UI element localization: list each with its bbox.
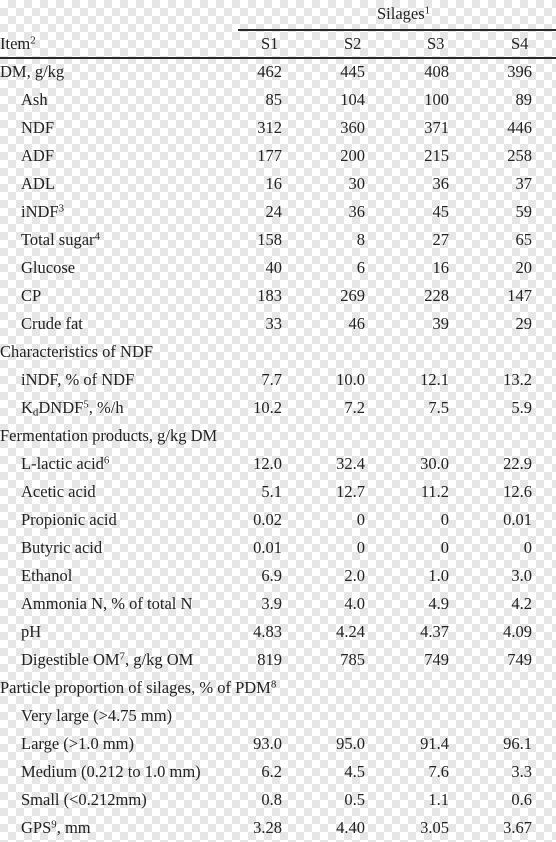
item-footnote: 2 [30, 34, 36, 47]
row-label [21, 790, 147, 810]
section-label [0, 426, 217, 446]
table-row [0, 366, 556, 394]
table-row [0, 86, 556, 114]
cell-s2: 36 [348, 202, 365, 221]
cell-s2: 269 [340, 286, 365, 305]
row-label [21, 762, 201, 782]
cell-s4: 749 [507, 650, 532, 669]
cell-s3: 4.9 [428, 594, 449, 613]
cell-s1: 85 [265, 90, 282, 109]
cell-s3: 45 [432, 202, 449, 221]
row-label-text: iNDF, % of NDF [21, 370, 135, 389]
cell-s3: 4.37 [420, 622, 449, 641]
section-header-row [0, 338, 556, 366]
cell-s2: 10.0 [336, 370, 365, 389]
row-label-text: Digestible OM [21, 650, 120, 669]
cell-s3: 371 [424, 118, 449, 137]
table-row [0, 590, 556, 618]
cell-s2: 46 [348, 314, 365, 333]
cell-s4: 0 [523, 538, 532, 557]
row-label-text: Total sugar [21, 230, 95, 249]
table-row [0, 758, 556, 786]
row-label-text: Particle proportion of silages, % of PDM [0, 678, 271, 697]
cell-s3: 27 [432, 230, 449, 249]
row-label [21, 202, 64, 222]
cell-s1: 7.7 [261, 370, 282, 389]
cell-s1: 0.02 [253, 510, 282, 529]
cell-s2: 8 [356, 230, 365, 249]
row-label [21, 482, 96, 502]
row-label-footnote: 6 [103, 454, 110, 467]
cell-s1: 33 [265, 314, 282, 333]
row-label-text: iNDF [21, 202, 59, 221]
cell-s4: 4.2 [511, 594, 532, 613]
cell-s3: 11.2 [420, 482, 449, 501]
table-row [0, 646, 556, 674]
cell-s2: 360 [340, 118, 365, 137]
item-label: Item [0, 34, 31, 53]
row-label [21, 818, 91, 838]
row-label-footnote: 7 [119, 650, 125, 663]
row-label-text: Small (<0.212mm) [21, 790, 147, 809]
cell-s2: 30 [348, 174, 365, 193]
table-row [0, 114, 556, 142]
silages-group-header [377, 4, 430, 24]
row-label-text: NDF [21, 118, 55, 137]
cell-s2: 95.0 [336, 734, 365, 753]
cell-s3: 0 [440, 510, 449, 529]
cell-s1: 16 [265, 174, 282, 193]
row-label-footnote: 8 [270, 678, 277, 691]
row-label-text: Very large (>4.75 mm) [21, 706, 173, 725]
cell-s3: 12.1 [420, 370, 449, 389]
table-row [0, 702, 556, 730]
row-label-text: pH [21, 622, 42, 641]
row-label-text: GPS [21, 818, 52, 837]
item-header [0, 34, 36, 54]
cell-s4: 0.6 [511, 790, 532, 809]
cell-s2: 12.7 [336, 482, 365, 501]
row-label-text: , g/kg OM [124, 650, 194, 669]
cell-s3: 1.1 [428, 790, 449, 809]
cell-s2: 4.0 [344, 594, 365, 613]
row-label [21, 454, 109, 474]
table-row [0, 58, 556, 86]
cell-s3: 749 [424, 650, 449, 669]
table-row [0, 562, 556, 590]
row-label-text: ADF [21, 146, 55, 165]
row-label [21, 650, 193, 670]
cell-s4: 59 [515, 202, 532, 221]
cell-s4: 258 [507, 146, 532, 165]
table-row [0, 394, 556, 422]
row-label [21, 734, 134, 754]
row-label-text: Large (>1.0 mm) [21, 734, 135, 753]
row-label [21, 230, 100, 250]
cell-s3: 16 [432, 258, 449, 277]
row-label-text: CP [21, 286, 42, 305]
table-row [0, 170, 556, 198]
table-row [0, 506, 556, 534]
table-row [0, 142, 556, 170]
column-header-s4: S4 [511, 34, 529, 53]
row-label-text: Ash [21, 90, 48, 109]
cell-s3: 3.05 [420, 818, 449, 837]
table-row [0, 730, 556, 758]
cell-s3: 7.5 [428, 398, 449, 417]
row-label-footnote: 5 [83, 398, 89, 411]
table-row [0, 478, 556, 506]
cell-s2: 0 [356, 510, 365, 529]
cell-s1: 3.9 [261, 594, 282, 613]
row-label [21, 90, 48, 110]
cell-s3: 91.4 [420, 734, 449, 753]
row-label [21, 146, 54, 166]
cell-s4: 0.01 [503, 510, 532, 529]
row-label-footnote: 9 [51, 818, 57, 831]
row-label [21, 398, 124, 418]
row-label-text: Butyric acid [21, 538, 103, 557]
cell-s4: 20 [515, 258, 532, 277]
cell-s4: 147 [507, 286, 532, 305]
cell-s2: 4.40 [336, 818, 365, 837]
row-label-text: Ammonia N, % of total N [21, 594, 193, 613]
cell-s2: 6 [356, 258, 365, 277]
row-label [21, 566, 72, 586]
cell-s4: 3.3 [511, 762, 532, 781]
row-label [0, 62, 64, 82]
row-label-text: Crude fat [21, 314, 83, 333]
row-label-text: ADL [21, 174, 55, 193]
cell-s4: 89 [515, 90, 532, 109]
row-label-footnote: 3 [58, 202, 65, 215]
cell-s4: 37 [515, 174, 532, 193]
cell-s1: 4.83 [253, 622, 282, 641]
cell-s3: 36 [432, 174, 449, 193]
cell-s1: 6.2 [261, 762, 282, 781]
cell-s4: 29 [515, 314, 532, 333]
cell-s1: 819 [257, 650, 282, 669]
table-row [0, 310, 556, 338]
cell-s3: 100 [424, 90, 449, 109]
section-header-row [0, 422, 556, 450]
cell-s1: 0.8 [261, 790, 282, 809]
section-label [0, 678, 276, 698]
cell-s1: 462 [257, 62, 282, 81]
cell-s1: 183 [257, 286, 282, 305]
row-label [21, 706, 172, 726]
row-label-text: K [21, 398, 33, 417]
cell-s2: 200 [340, 146, 365, 165]
cell-s1: 24 [265, 202, 282, 221]
table-row [0, 282, 556, 310]
table-row [0, 534, 556, 562]
cell-s3: 408 [424, 62, 449, 81]
table-row [0, 198, 556, 226]
row-label [21, 258, 75, 278]
row-label-text: DM, g/kg [0, 62, 65, 81]
table-row [0, 254, 556, 282]
cell-s3: 30.0 [420, 454, 449, 473]
cell-s4: 3.0 [511, 566, 532, 585]
cell-s2: 2.0 [344, 566, 365, 585]
row-label [21, 314, 83, 334]
row-label-text: Acetic acid [21, 482, 96, 501]
cell-s3: 0 [440, 538, 449, 557]
table-row [0, 450, 556, 478]
cell-s1: 93.0 [253, 734, 282, 753]
row-label-text: Ethanol [21, 566, 73, 585]
cell-s1: 5.1 [261, 482, 282, 501]
silages-footnote: 1 [424, 4, 431, 17]
cell-s2: 7.2 [344, 398, 365, 417]
group-underline [238, 29, 556, 31]
table-row [0, 814, 556, 842]
column-header-s2: S2 [344, 34, 362, 53]
cell-s4: 12.6 [503, 482, 532, 501]
cell-s4: 5.9 [511, 398, 532, 417]
row-label [21, 286, 41, 306]
cell-s4: 22.9 [503, 454, 532, 473]
row-label-text: Fermentation products, g/kg DM [0, 426, 218, 445]
table-row [0, 226, 556, 254]
cell-s1: 12.0 [253, 454, 282, 473]
row-label [21, 594, 192, 614]
column-header-s1: S1 [261, 34, 279, 53]
cell-s2: 0 [356, 538, 365, 557]
section-header-row [0, 674, 556, 702]
row-label-text: , %/h [88, 398, 124, 417]
cell-s1: 10.2 [253, 398, 282, 417]
cell-s4: 446 [507, 118, 532, 137]
cell-s2: 0.5 [344, 790, 365, 809]
cell-s2: 785 [340, 650, 365, 669]
row-label-text: Glucose [21, 258, 76, 277]
row-label-text: DNDF [38, 398, 84, 417]
row-label-subscript: d [32, 406, 39, 419]
table-row [0, 786, 556, 814]
row-label [21, 118, 54, 138]
row-label-text: Characteristics of NDF [0, 342, 154, 361]
cell-s4: 4.09 [503, 622, 532, 641]
cell-s3: 215 [424, 146, 449, 165]
cell-s1: 158 [257, 230, 282, 249]
row-label [21, 510, 117, 530]
cell-s1: 6.9 [261, 566, 282, 585]
column-header-s3: S3 [427, 34, 445, 53]
row-label-text: L-lactic acid [21, 454, 104, 473]
cell-s3: 7.6 [428, 762, 449, 781]
silages-label: Silages [377, 4, 425, 23]
row-label-text: Medium (0.212 to 1.0 mm) [21, 762, 201, 781]
cell-s4: 3.67 [503, 818, 532, 837]
cell-s1: 0.01 [253, 538, 282, 557]
cell-s3: 1.0 [428, 566, 449, 585]
cell-s2: 104 [340, 90, 365, 109]
row-label [21, 370, 134, 390]
cell-s3: 228 [424, 286, 449, 305]
cell-s2: 445 [340, 62, 365, 81]
cell-s4: 396 [507, 62, 532, 81]
row-label-text: , mm [56, 818, 91, 837]
cell-s3: 39 [432, 314, 449, 333]
row-label [21, 174, 55, 194]
cell-s2: 4.24 [336, 622, 365, 641]
row-label [21, 538, 102, 558]
cell-s1: 177 [257, 146, 282, 165]
section-label [0, 342, 153, 362]
cell-s1: 40 [265, 258, 282, 277]
row-label [21, 622, 41, 642]
cell-s1: 3.28 [253, 818, 282, 837]
row-label-footnote: 4 [94, 230, 100, 243]
cell-s2: 4.5 [344, 762, 365, 781]
table-row [0, 618, 556, 646]
cell-s4: 96.1 [503, 734, 532, 753]
cell-s1: 312 [257, 118, 282, 137]
cell-s4: 65 [515, 230, 532, 249]
cell-s2: 32.4 [336, 454, 365, 473]
row-label-text: Propionic acid [21, 510, 117, 529]
cell-s4: 13.2 [503, 370, 532, 389]
